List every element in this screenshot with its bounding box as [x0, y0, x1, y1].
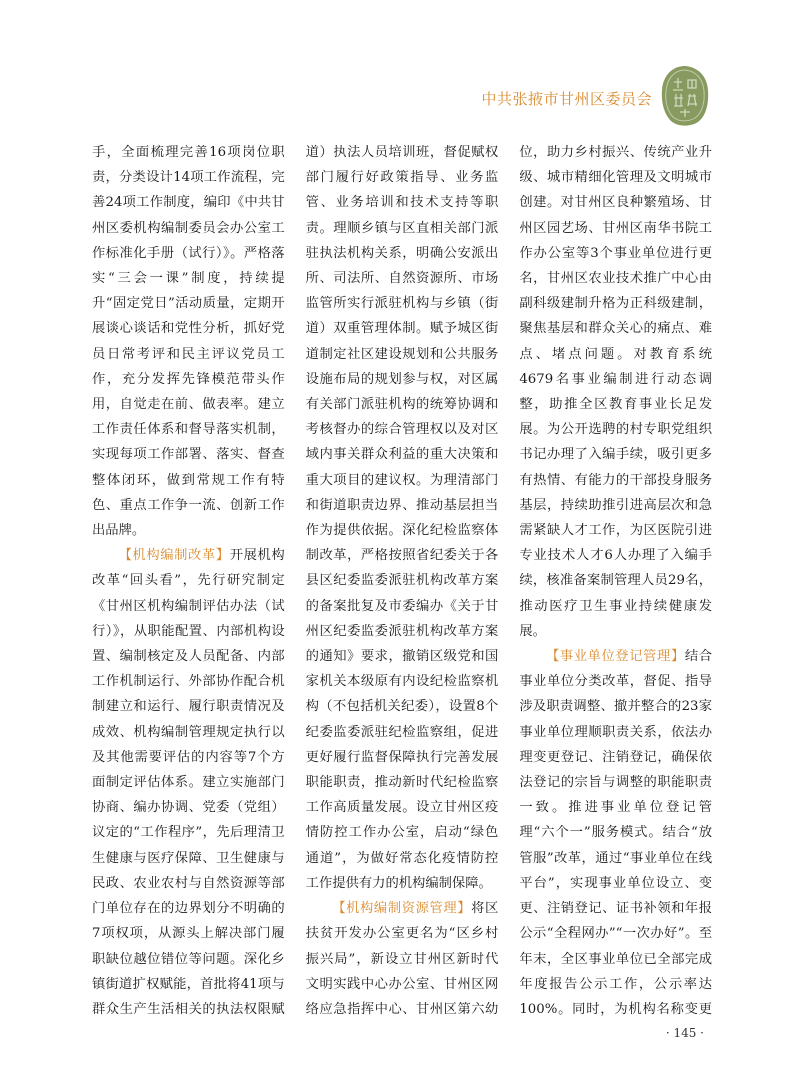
section-paragraph: [519, 644, 712, 1020]
paragraph-text: 开展机构改革“回头看”，先行研究制定《甘州区机构编制评估办法（试行）》，从职能配置、内部机构设置、编制核定及人员配备、内部工作机制运行、外部协作配合机制建立和运行、履行职责情况及成效、机构编制管理规定执行以及其他需要评估的内容等7个方面制定评估体系。建立实施部门协商、编办协调、党委（党组）议定的“工作程序”，先后理清卫生健康与医疗保障、卫生健康与民政、农业农村与自然资源等部门单位存在的边界划分不明确的7项权项，从源头上解决部门履职缺位越位错位等问题。深化乡镇街道扩权赋能，首批将41项与群众生产生活相关的执法权限赋: [92, 548, 285, 1017]
paragraph: 手，全面梳理完善16项岗位职责，分类设计14项工作流程，完善24项工作制度，编印《中共甘州区委机构编制委员会办公室工作标准化手册（试行）》。严格落实“三会一课”制度，持续提升“固定党日”活动质量，定期开展谈心谈话和党性分析，抓好党员日常考评和民主评议党员工作，充分发挥先锋模范带头作用，自觉走在前、做表率。建立工作责任体系和督导落实机制，实现每项工作部署、落实、督查整体闭环，做到常规工作有特色、重点工作争一流、创新工作出品牌。: [92, 145, 285, 539]
article-body: [92, 140, 712, 1020]
text-column-3: [519, 140, 712, 1020]
section-heading: 【机构编制资源管理】: [332, 901, 472, 917]
seal-stamp-icon: [660, 64, 710, 128]
seal-stamp-graphic: [660, 64, 710, 128]
paragraph: 道）执法人员培训班，督促赋权部门履行好政策指导、业务监管、业务培训和技术支持等职责。理顺乡镇与区直相关部门派驻执法机构关系，明确公安派出所、司法所、自然资源所、市场监管所实行派驻机构与乡镇（街道）双重管理体制。赋予城区街道制定社区建设规划和公共服务设施布局的规划参与权，对区属有关部门派驻机构的统筹协调和考核督办的综合管理权以及对区域内事关群众利益的重大决策和重大项目的建议权。为理清部门和街道职责边界、推动基层担当作为提供依据。深化纪检监察体制改革，严格按照省纪委关于各县区纪委监委派驻机构改革方案的备案批复及市委编办《关于甘州区纪委监委派驻机构改革方案的通知》要求，撤销区级党和国家机关本级原有内设纪检监察机构（不包括机关纪委），设置8个纪委监委派驻纪检监察组，促进更好履行监督保障执行完善发展职能职责，推动新时代纪检监察工作高质量发展。设立甘州区疫情防控工作办公室，启动“绿色通道”，为做好常态化疫情防控工作提供有力的机构编制保障。: [305, 145, 499, 891]
page-number: · 145 ·: [665, 1026, 704, 1040]
section-heading: 【事业单位登记管理】: [545, 649, 685, 665]
text-column-2: [306, 140, 499, 1020]
paragraph-text: 将区扶贫开发办公室更名为“区乡村振兴局”，新设立甘州区新时代文明实践中心办公室、甘州区网络应急指挥中心、甘州区第六幼: [305, 901, 499, 1017]
paragraph-text: 结合事业单位分类改革，督促、指导涉及职责调整、撤并整合的23家事业单位理顺职责关系，依法办理变更登记、注销登记，确保依法登记的宗旨与调整的职能职责一致。推进事业单位登记管理“六个一”服务模式。结合“放管服”改革，通过“事业单位在线平台”，实现事业单位设立、变更、注销登记、证书补领和年报公示“全程网办”“一次办好”。至年末，全区事业单位已全部完成年度报告公示工作，公示率达100%。同时，为机构名称变更: [519, 649, 713, 1017]
section-paragraph: [306, 896, 499, 1020]
header-title: 中共张掖市甘州区委员会: [481, 90, 652, 108]
text-column-1: [92, 140, 285, 1020]
section-paragraph: [92, 543, 285, 1020]
page-header: [0, 0, 800, 130]
paragraph: 位，助力乡村振兴、传统产业升级、城市精细化管理及文明城市创建。对甘州区良种繁殖场、甘州区园艺场、甘州区南华书院工作办公室等3个事业单位进行更名，甘州区农业技术推广中心由副科级建制升格为正科级建制，聚焦基层和群众关心的痛点、难点、堵点问题。对教育系统4679名事业编制进行动态调整，助推全区教育事业长足发展。为公开选聘的村专职党组织书记办理了入编手续，吸引更多有热情、有能力的干部投身服务基层，持续助推引进高层次和急需紧缺人才工作，为区医院引进专业技术人才6人办理了入编手续，核准备案制管理人员29名，推动医疗卫生事业持续健康发展。: [519, 145, 713, 639]
section-heading: 【机构编制改革】: [118, 548, 230, 564]
